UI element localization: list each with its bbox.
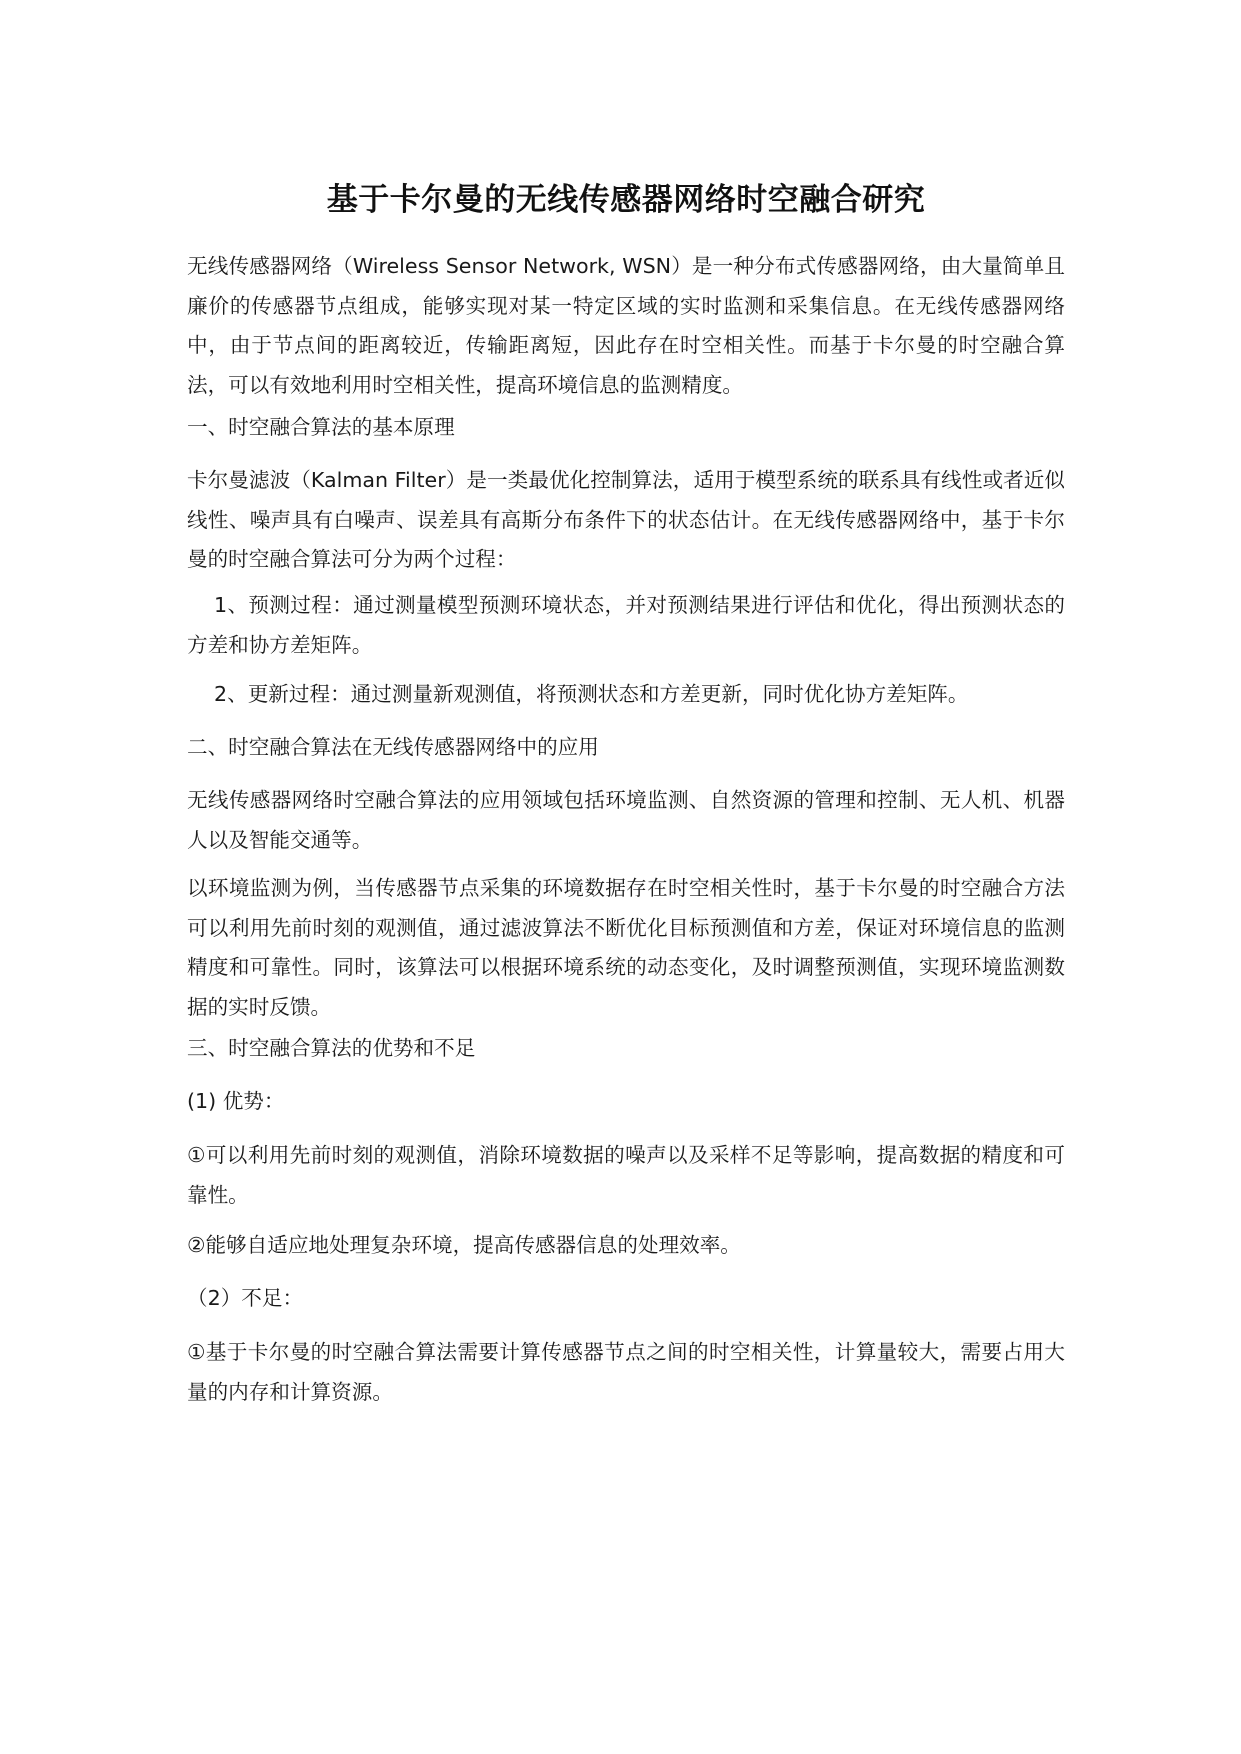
subheading-advantages: (1) 优势：: [187, 1089, 285, 1113]
list-item-prediction: 1、预测过程：通过测量模型预测环境状态，并对预测结果进行评估和优化，得出预测状态的方差和协方差矩阵。: [187, 593, 1065, 657]
list-item-disadvantage-1: ①基于卡尔曼的时空融合算法需要计算传感器节点之间的时空相关性，计算量较大，需要占用大量的内存和计算资源。: [187, 1340, 1065, 1404]
heading-section-3: 三、时空融合算法的优势和不足: [187, 1036, 476, 1060]
subheading-disadvantages: （2）不足：: [187, 1286, 304, 1310]
paragraph-applications: 无线传感器网络时空融合算法的应用领域包括环境监测、自然资源的管理和控制、无人机、机器人以及智能交通等。: [187, 788, 1065, 852]
list-item-advantage-1: ①可以利用先前时刻的观测值，消除环境数据的噪声以及采样不足等影响，提高数据的精度和可靠性。: [187, 1143, 1065, 1207]
list-item-update: 2、更新过程：通过测量新观测值，将预测状态和方差更新，同时优化协方差矩阵。: [214, 682, 969, 706]
paragraph-intro: 无线传感器网络（Wireless Sensor Network, WSN）是一种分布式传感器网络，由大量简单且廉价的传感器节点组成，能够实现对某一特定区域的实时监测和采集信息。在无线传感器网络中，由于节点间的距离较近，传输距离短，因此存在时空相关性。而基于卡尔曼的时空融合算法，可以有效地利用时空相关性，提高环境信息的监测精度。: [187, 254, 1065, 397]
document-title: 基于卡尔曼的无线传感器网络时空融合研究: [326, 182, 926, 218]
list-item-advantage-2: ②能够自适应地处理复杂环境，提高传感器信息的处理效率。: [187, 1233, 741, 1257]
paragraph-environment-example: 以环境监测为例，当传感器节点采集的环境数据存在时空相关性时，基于卡尔曼的时空融合方法可以利用先前时刻的观测值，通过滤波算法不断优化目标预测值和方差，保证对环境信息的监测精度和可靠性。同时，该算法可以根据环境系统的动态变化，及时调整预测值，实现环境监测数据的实时反馈。: [187, 876, 1065, 1019]
heading-section-2: 二、时空融合算法在无线传感器网络中的应用: [187, 735, 599, 759]
heading-section-1: 一、时空融合算法的基本原理: [187, 415, 455, 439]
paragraph-kalman-filter: 卡尔曼滤波（Kalman Filter）是一类最优化控制算法，适用于模型系统的联系具有线性或者近似线性、噪声具有白噪声、误差具有高斯分布条件下的状态估计。在无线传感器网络中，基于卡尔曼的时空融合算法可分为两个过程：: [187, 468, 1065, 571]
